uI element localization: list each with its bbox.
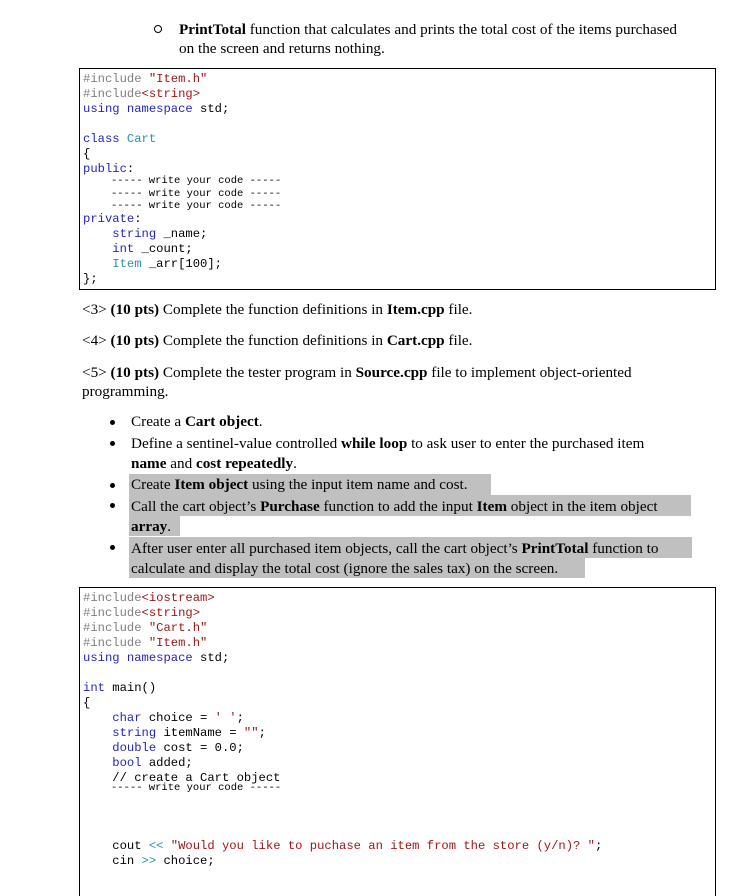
- code-token: <string>: [141, 606, 201, 620]
- printtotal-description: [179, 20, 719, 58]
- bullet-4: [131, 497, 658, 537]
- code-token: string: [112, 726, 157, 740]
- bullet-icon: [110, 483, 115, 488]
- code-token: _count;: [134, 242, 193, 256]
- bullet-bold: cost repeatedly: [195, 455, 294, 472]
- code-token: string: [112, 227, 157, 241]
- main-code-io: [83, 839, 602, 869]
- hollow-bullet-icon: [154, 25, 162, 33]
- main-code-lines: [83, 591, 280, 786]
- printtotal-desc-1: function that calculates and prints the total cost of the items purchased: [245, 21, 677, 38]
- bullet-text: to ask user to enter the purchased item: [407, 435, 645, 452]
- cart-private-lines: [83, 212, 222, 287]
- task-points: (10 pts): [110, 364, 160, 381]
- code-token: int: [112, 242, 135, 256]
- code-token: "Would you like to puchase an item from the store (y/n)? ": [163, 839, 595, 853]
- code-token: {: [83, 147, 91, 161]
- code-token: using namespace: [83, 651, 193, 665]
- task-points: (10 pts): [110, 301, 160, 318]
- task-text: file.: [444, 332, 473, 349]
- task-number: <4>: [82, 332, 107, 349]
- bullet-text: .: [258, 413, 263, 430]
- bullet-icon: [110, 545, 115, 550]
- code-token: std;: [192, 102, 230, 116]
- bullet-text: Call the cart object’s: [131, 498, 261, 515]
- bullet-5: [131, 539, 658, 579]
- bullet-1: [131, 413, 263, 431]
- code-token: ----- write your code -----: [111, 175, 282, 187]
- task-4: [82, 332, 472, 350]
- printtotal-desc-2: on the screen and returns nothing.: [179, 40, 385, 57]
- code-token: "": [243, 726, 259, 740]
- task-file: Source.cpp: [355, 364, 428, 381]
- task-text: programming.: [82, 383, 169, 400]
- bullet-2: [131, 434, 644, 474]
- code-token: ;: [236, 711, 244, 725]
- bullet-text: function to add the input: [319, 498, 477, 515]
- code-token: "Item.h": [148, 72, 208, 86]
- bullet-icon: [110, 441, 115, 446]
- task-file: Cart.cpp: [386, 332, 445, 349]
- code-token: cost = 0.0;: [156, 741, 244, 755]
- code-token: Item: [112, 257, 142, 271]
- code-token: <string>: [141, 87, 201, 101]
- code-token: #include: [83, 72, 149, 86]
- source-main-code: [79, 587, 716, 896]
- code-token: "Item.h": [148, 636, 208, 650]
- bullet-text: using the input item name and cost.: [248, 476, 468, 493]
- code-token: #include: [83, 636, 149, 650]
- task-number: <3>: [82, 301, 107, 318]
- code-token: choice;: [156, 854, 215, 868]
- code-token: #include: [83, 591, 142, 605]
- task-5: [82, 363, 632, 401]
- code-token: ;: [595, 839, 603, 853]
- bullet-text: Create: [131, 476, 175, 493]
- bullet-icon: [110, 420, 115, 425]
- code-token: std;: [192, 651, 230, 665]
- code-token: >>: [141, 854, 157, 868]
- code-token: _name;: [156, 227, 208, 241]
- code-token: ' ': [214, 711, 237, 725]
- code-token: #include: [83, 621, 149, 635]
- code-token: private: [83, 212, 135, 226]
- bullet-text: calculate and display the total cost (ignore the sales tax) on the screen.: [131, 560, 559, 577]
- main-write-placeholder: [111, 782, 281, 795]
- code-token: "Cart.h": [148, 621, 208, 635]
- printtotal-fn-name: PrintTotal: [179, 21, 246, 38]
- code-token: #include: [83, 87, 142, 101]
- code-token: {: [83, 696, 91, 710]
- cart-write-placeholders: [111, 175, 281, 213]
- code-token: <<: [148, 839, 164, 853]
- code-token: _arr[100];: [141, 257, 222, 271]
- bullet-bold: while loop: [341, 435, 408, 452]
- code-token: using namespace: [83, 102, 193, 116]
- code-token: :: [126, 162, 135, 176]
- bullet-bold: Item object: [174, 476, 249, 493]
- bullet-icon: [110, 503, 115, 508]
- task-text: file.: [444, 301, 473, 318]
- cart-code-lines: [83, 72, 229, 177]
- bullet-text: Create a: [131, 413, 185, 430]
- code-token: public: [83, 162, 127, 176]
- bullet-3: [131, 476, 468, 494]
- bullet-text: .: [293, 455, 297, 472]
- bullet-text: After user enter all purchased item objects, call the cart object’s: [131, 540, 522, 557]
- task-number: <5>: [82, 364, 107, 381]
- task-points: (10 pts): [110, 332, 160, 349]
- bullet-text: and: [166, 455, 196, 472]
- bullet-bold: name: [131, 455, 167, 472]
- bullet-text: .: [167, 518, 172, 535]
- bullet-bold: Cart object: [184, 413, 259, 430]
- code-comment: // create a Cart object: [112, 771, 281, 785]
- code-token: itemName =: [156, 726, 244, 740]
- task-text: Complete the tester program in: [159, 364, 356, 381]
- code-token: <iostream>: [141, 591, 215, 605]
- task-text: Complete the function definitions in: [159, 332, 387, 349]
- bullet-bold: PrintTotal: [521, 540, 589, 557]
- task-3: [82, 301, 472, 319]
- code-token: cout: [112, 839, 149, 853]
- code-token: choice =: [141, 711, 215, 725]
- code-token: ----- write your code -----: [111, 187, 282, 200]
- code-token: };: [83, 272, 98, 286]
- code-token: added;: [141, 756, 193, 770]
- code-token: class: [83, 132, 120, 146]
- code-token: main(): [104, 681, 157, 695]
- task-file: Item.cpp: [386, 301, 445, 318]
- code-token: ----- write your code -----: [111, 200, 282, 212]
- bullet-text: Define a sentinel-value controlled: [131, 435, 342, 452]
- code-token: double: [112, 741, 157, 755]
- bullet-bold: array: [131, 518, 168, 535]
- code-token: cin: [112, 854, 142, 868]
- task-text: file to implement object-oriented: [427, 364, 632, 381]
- code-token: char: [112, 711, 142, 725]
- code-token: int: [83, 681, 105, 695]
- task-text: Complete the function definitions in: [159, 301, 387, 318]
- bullet-bold: Item: [476, 498, 507, 515]
- bullet-text: function to: [588, 540, 659, 557]
- cart-header-code: [79, 68, 716, 290]
- code-token: :: [134, 212, 142, 226]
- code-token: ;: [258, 726, 266, 740]
- bullet-text: object in the item object: [506, 498, 658, 515]
- bullet-bold: Purchase: [260, 498, 320, 515]
- code-token: #include: [83, 606, 142, 620]
- code-token: bool: [112, 756, 142, 770]
- code-token: ----- write your code -----: [111, 782, 282, 794]
- code-token: Cart: [119, 132, 157, 146]
